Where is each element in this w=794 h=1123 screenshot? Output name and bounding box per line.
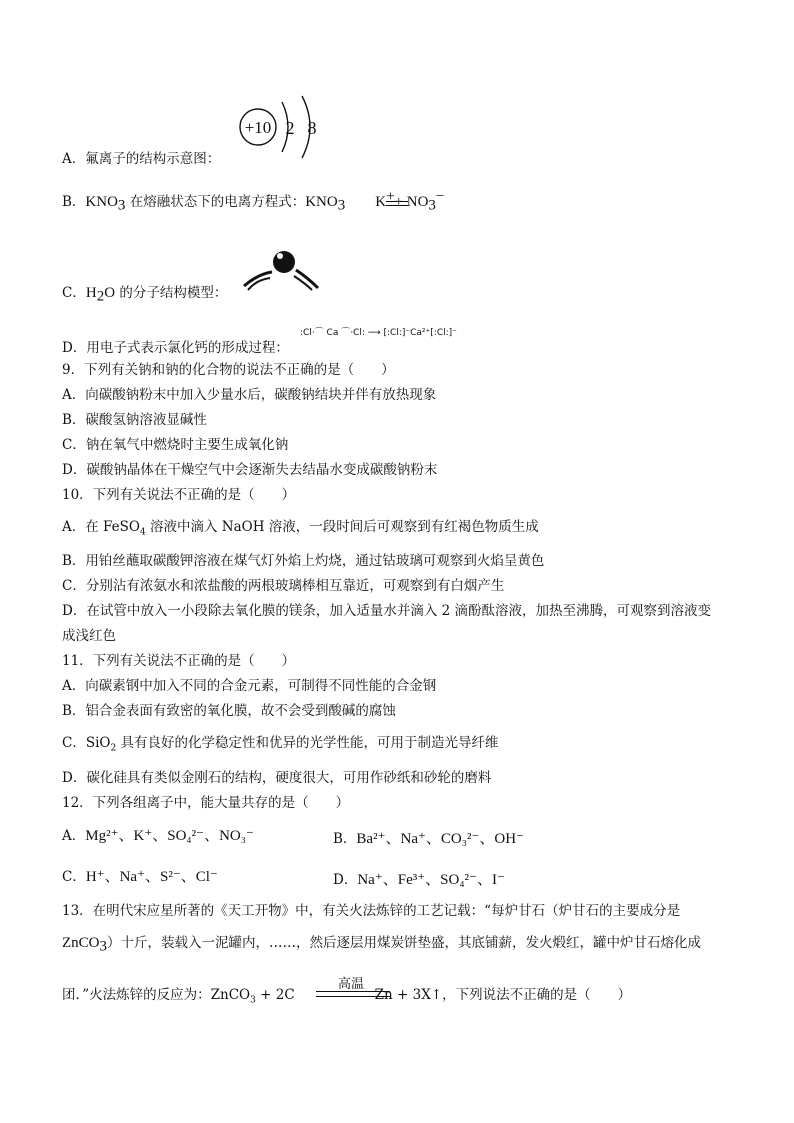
q11-option-c: C．SiO$_2$ 具有良好的化学稳定性和优异的光学性能，可用于制造光导纤维 [62,735,499,754]
q11-option-a: A．向碳素钢中加入不同的合金元素，可制得不同性能的合金钢 [62,678,437,694]
calcium-chloride-electron-formula: :Cl·⌒ Ca ⌒·Cl: ⟶ [:Cl:]⁻Ca²⁺[:Cl:]⁻ [300,328,457,338]
q12-stem: 12．下列各组离子中，能大量共存的是（ ） [62,795,350,811]
q8-option-c: C．$H_2O$ 的分子结构模型： [62,285,228,305]
q11-stem: 11．下列有关说法不正确的是（ ） [62,653,296,669]
q8-option-d: D．用电子式表示氯化钙的形成过程： [62,340,289,356]
ionization-equals-sign [386,201,408,206]
q10-option-c: C．分别沾有浓氨水和浓盐酸的两根玻璃棒相互靠近，可观察到有白烟产生 [62,578,505,594]
q12-option-b: B．Ba²⁺、Na⁺、CO₃²⁻、OH⁻ [333,831,524,847]
q11-option-d: D．碳化硅具有类似金刚石的结构，硬度很大，可用作砂纸和砂轮的磨料 [62,770,492,786]
q9-stem: 9．下列有关钠和钠的化合物的说法不正确的是（ ） [62,362,395,378]
q13-stem-line2: ZnCO$_3$）十斤，装载入一泥罐内，……，然后逐层用煤炭饼垫盛，其底铺薪，发火煅红，罐中炉甘石熔化成 [62,935,701,955]
shell-1-electrons: 2 [285,118,295,138]
q10-option-d: D．在试管中放入一小段除去氧化膜的镁条，加入适量水并滴入 2 滴酚酞溶液，加热至沸腾，可观察到溶液变 [62,603,711,619]
shell-2-electrons: 8 [307,118,317,138]
q9-option-a: A．向碳酸钠粉末中加入少量水后，碳酸钠结块并伴有放热现象 [62,387,437,403]
q13-stem-line1: 13．在明代宋应星所著的《天工开物》中，有关火法炼锌的工艺记载：“每炉甘石（炉甘石的主要成分是 [62,903,681,919]
q9-option-d: D．碳酸钠晶体在干燥空气中会逐渐失去结晶水变成碳酸钠粉末 [62,462,438,478]
q9-option-b: B．碳酸氢钠溶液显碱性 [62,412,207,428]
q13-stem-line3: 团．”火法炼锌的反应为：ZnCO$_3$ + 2C Zn + 3X↑，下列说法不正确的是（ ） [62,987,632,1006]
q12-option-a: A．Mg²⁺、K⁺、SO₄²⁻、NO₃⁻ [62,828,254,844]
q10-option-d-cont: 成浅红色 [62,628,116,644]
q10-option-b: B．用铂丝蘸取碳酸钾溶液在煤气灯外焰上灼烧，通过钴玻璃可观察到火焰呈黄色 [62,553,545,569]
q10-stem: 10．下列有关说法不正确的是（ ） [62,487,296,503]
water-molecule-model [242,244,322,298]
fluoride-ion-structure-diagram [234,94,324,164]
q8-option-a: A．氟离子的结构示意图： [62,151,221,167]
q12-option-d: D．Na⁺、Fe³⁺、SO₄²⁻、I⁻ [333,872,505,888]
reaction-condition-high-temp: 高温 [338,977,365,992]
q12-option-c: C．H⁺、Na⁺、S²⁻、Cl⁻ [62,869,218,885]
q8-option-b: B．$KNO_3$ 在熔融状态下的电离方程式：$KNO_3$ $K^++ NO_3^-$ [62,188,445,214]
nucleus-charge: +10 [244,118,272,137]
q11-option-b: B．铝合金表面有致密的氧化膜，故不会受到酸碱的腐蚀 [62,703,396,719]
q9-option-c: C．钠在氧气中燃烧时主要生成氧化钠 [62,437,289,453]
q10-option-a: A．在 FeSO$_4$ 溶液中滴入 NaOH 溶液，一段时间后可观察到有红褐色物质生成 [62,519,539,538]
